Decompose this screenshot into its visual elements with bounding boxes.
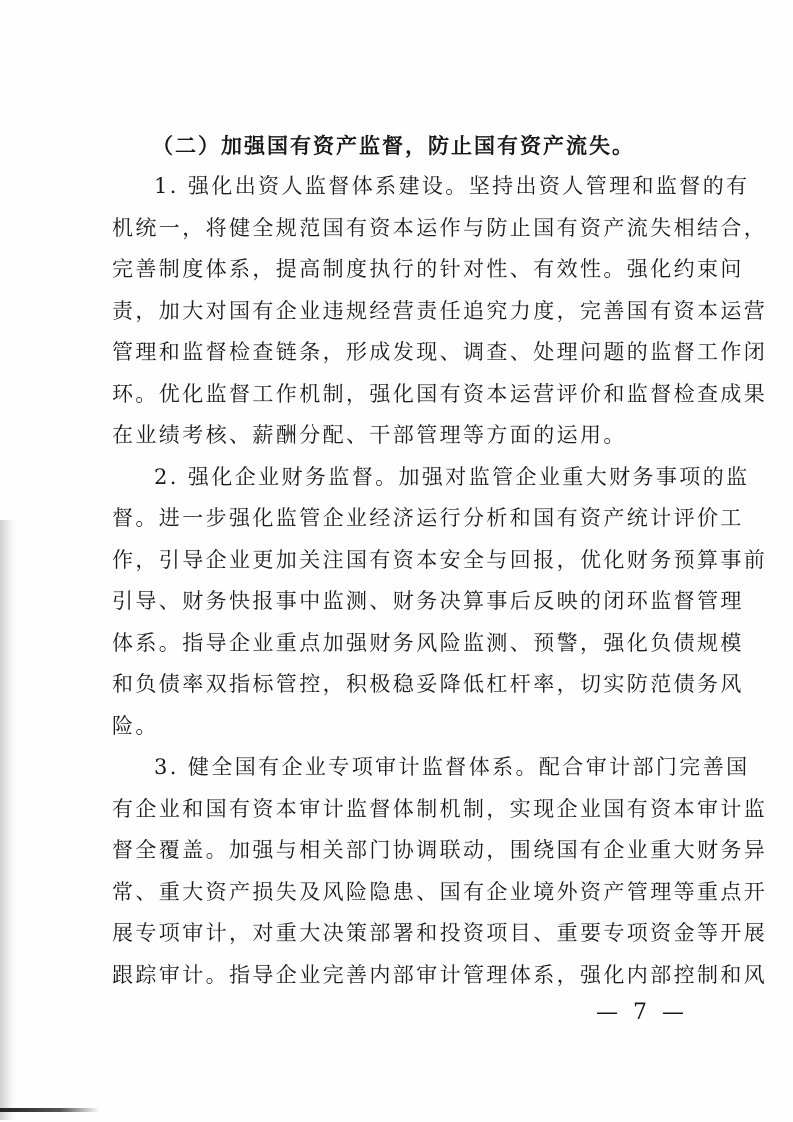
document-body (112, 126, 768, 996)
paragraph-line: 3. 健全国有企业专项审计监督体系。配合审计部门完善国 (154, 755, 750, 779)
paragraph-line: 2. 强化企业财务监督。加强对监管企业重大财务事项的监 (154, 464, 750, 489)
section-heading: （二）加强国有资产监督，防止国有资产流失。 (152, 133, 635, 158)
paragraph-line: 完善制度体系，提高制度执行的针对性、有效性。强化约束问 (112, 257, 744, 281)
paragraph-line: 引导、财务快报事中监测、财务决算事后反映的闭环监督管理 (112, 589, 744, 613)
paragraph-line: 作，引导企业更加关注国有资本安全与回报，优化财务预算事前 (112, 547, 768, 572)
paragraph-line: 跟踪审计。指导企业完善内部审计管理体系，强化内部控制和风 (112, 962, 768, 987)
paragraph-1 (112, 166, 768, 457)
paragraph-line: 在业绩考核、薪酬分配、干部管理等方面的运用。 (112, 423, 627, 447)
scan-shadow-edge (0, 520, 18, 1120)
page-number: — 7 — (596, 1000, 688, 1025)
paragraph-3 (112, 747, 768, 996)
paragraph-2 (112, 457, 768, 748)
paragraph-line: 体系。指导企业重点加强财务风险监测、预警，强化负债规模 (112, 630, 744, 655)
paragraph-line: 责，加大对国有企业违规经营责任追究力度，完善国有资本运营 (112, 298, 768, 323)
paragraph-line: 1. 强化出资人监督体系建设。坚持出资人管理和监督的有 (154, 174, 750, 198)
paragraph-line: 督全覆盖。加强与相关部门协调联动，围绕国有企业重大财务异 (112, 838, 768, 862)
paragraph-line: 环。优化监督工作机制，强化国有资本运营评价和监督检查成果 (112, 381, 768, 406)
paragraph-line: 常、重大资产损失及风险隐患、国有企业境外资产管理等重点开 (112, 879, 768, 904)
paragraph-line: 和负债率双指标管控，积极稳妥降低杠杆率，切实防范债务风 (112, 672, 744, 696)
paragraph-line: 督。进一步强化监管企业经济运行分析和国有资产统计评价工 (112, 506, 744, 530)
paragraph-line: 机统一，将健全规范国有资本运作与防止国有资产流失相结合， (112, 215, 768, 240)
paragraph-line: 管理和监督检查链条，形成发现、调查、处理问题的监督工作闭 (112, 340, 768, 364)
paragraph-line: 险。 (112, 713, 159, 738)
paragraph-line: 展专项审计，对重大决策部署和投资项目、重要专项资金等开展 (112, 921, 768, 945)
paragraph-line: 有企业和国有资本审计监督体制机制，实现企业国有资本审计监 (112, 796, 768, 821)
scan-bottom-mark (0, 1108, 100, 1112)
